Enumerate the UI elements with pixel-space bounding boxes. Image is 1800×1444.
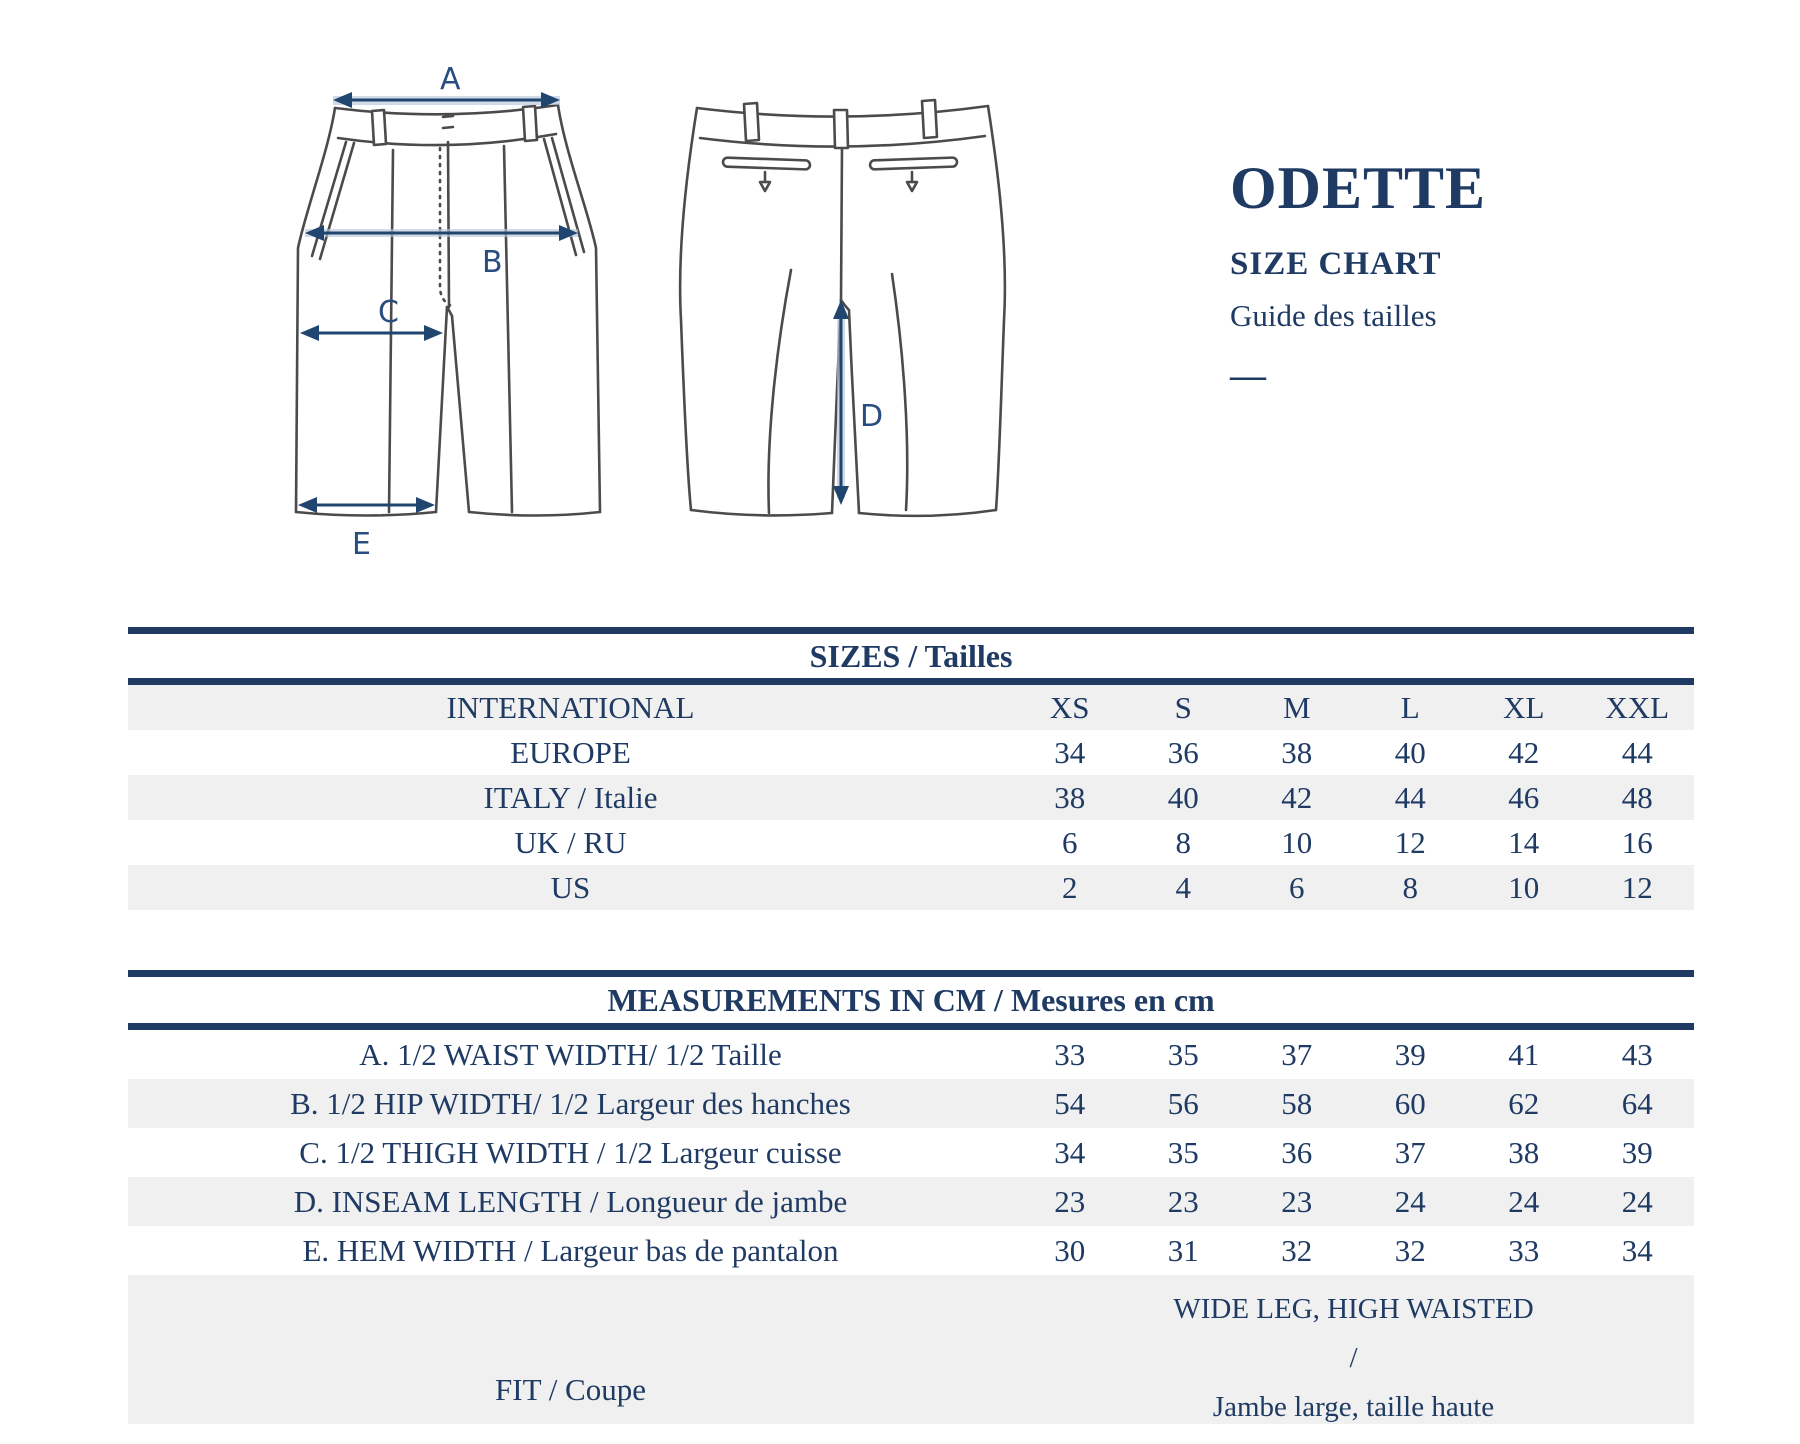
cell-value: 38 [1508,1134,1540,1170]
cell-value: 54 [1054,1085,1086,1121]
cell-value: 37 [1281,1036,1313,1072]
cell-value: 12 [1621,869,1653,905]
cell-value: 34 [1621,1232,1653,1268]
rule-top [128,627,1694,634]
cell-value: 16 [1621,824,1653,860]
cell-value: XS [1049,689,1090,725]
fit-label: FIT / Coupe [495,1372,646,1407]
cell-value: 32 [1394,1232,1426,1268]
measure-label-a: A [440,62,461,97]
row-label: C. 1/2 THIGH WIDTH / 1/2 Largeur cuisse [299,1134,842,1170]
cell-value: 2 [1062,869,1078,905]
row-label: EUROPE [510,734,631,770]
table-row [128,775,1694,820]
measure-label-b: B [482,245,503,280]
cell-value: 24 [1508,1183,1540,1219]
cell-value: 42 [1281,779,1313,815]
cell-value: 34 [1054,1134,1086,1170]
fit-row [128,1275,1694,1424]
cell-value: 10 [1281,824,1313,860]
cell-value: 35 [1167,1036,1199,1072]
row-label: B. 1/2 HIP WIDTH/ 1/2 Largeur des hanches [290,1085,851,1121]
shorts-back-diagram [660,70,1010,530]
cell-value: 6 [1062,824,1078,860]
cell-value: 48 [1621,779,1653,815]
table-row [128,820,1694,865]
sizes-table [128,627,1694,910]
cell-value: 32 [1281,1232,1313,1268]
cell-value: 24 [1394,1183,1426,1219]
cell-value: 40 [1167,779,1199,815]
table-row [128,685,1694,730]
cell-value: 36 [1281,1134,1313,1170]
cell-value: S [1174,689,1192,725]
measure-label-d: D [860,399,884,434]
table-row [128,730,1694,775]
measure-arrow-b [305,225,578,280]
fit-value [1013,1275,1694,1424]
cell-value: 40 [1394,734,1426,770]
cell-value: 38 [1054,779,1086,815]
size-chart-heading-fr: Guide des tailles [1230,298,1437,333]
cell-value: 42 [1508,734,1540,770]
measure-label-c: C [378,295,399,330]
fit-value-separator: / [1349,1342,1358,1374]
table-row [128,1226,1694,1275]
sizes-table-header: SIZES / Tailles [809,638,1013,674]
product-name: ODETTE [1230,155,1487,221]
cell-value: 38 [1281,734,1313,770]
cell-value: 39 [1394,1036,1426,1072]
table-row [128,1128,1694,1177]
table-row [128,865,1694,910]
cell-value: 31 [1167,1232,1199,1268]
rule-under-header [128,678,1694,685]
cell-value: 14 [1508,824,1540,860]
cell-value: 24 [1621,1183,1653,1219]
cell-value: 44 [1621,734,1653,770]
cell-value: 43 [1621,1036,1653,1072]
measure-arrow-e [298,497,435,560]
cell-value: 33 [1508,1232,1540,1268]
rule-under-header [128,1023,1694,1030]
cell-value: 56 [1167,1085,1199,1121]
shorts-front-outline [296,105,600,516]
cell-value: 33 [1054,1036,1086,1072]
cell-value: 46 [1508,779,1540,815]
measure-arrow-c [300,295,443,341]
rule-top [128,970,1694,977]
row-label: E. HEM WIDTH / Largeur bas de pantalon [302,1232,839,1268]
measure-label-e: E [352,527,371,560]
cell-value: 35 [1167,1134,1199,1170]
cell-value: 36 [1167,734,1199,770]
cell-value: 10 [1508,869,1540,905]
cell-value: 62 [1508,1085,1540,1121]
row-label: UK / RU [514,824,627,860]
fit-value-fr: Jambe large, taille haute [1212,1391,1495,1423]
title-block [1230,155,1710,395]
cell-value: 23 [1167,1183,1199,1219]
size-chart-heading: SIZE CHART [1230,246,1442,282]
cell-value: 64 [1621,1085,1653,1121]
fit-value-en: WIDE LEG, HIGH WAISTED [1173,1293,1534,1325]
table-row [128,1079,1694,1128]
cell-value: 23 [1281,1183,1313,1219]
row-label: INTERNATIONAL [446,689,695,725]
cell-value: L [1400,689,1420,725]
cell-value: XL [1503,689,1545,725]
cell-value: 23 [1054,1183,1086,1219]
measurements-table [128,970,1694,1424]
shorts-front-diagram [280,60,620,560]
table-row [128,1177,1694,1226]
table-row [128,1030,1694,1079]
cell-value: 8 [1402,869,1418,905]
cell-value: M [1282,689,1311,725]
cell-value: 12 [1394,824,1426,860]
cell-value: 60 [1394,1085,1426,1121]
measurements-table-header: MEASUREMENTS IN CM / Mesures en cm [607,982,1215,1018]
cell-value: 30 [1054,1232,1086,1268]
cell-value: XXL [1605,689,1670,725]
cell-value: 41 [1508,1036,1540,1072]
cell-value: 6 [1289,869,1305,905]
cell-value: 4 [1175,869,1191,905]
cell-value: 44 [1394,779,1426,815]
cell-value: 8 [1175,824,1191,860]
cell-value: 58 [1281,1085,1313,1121]
measure-arrow-a [333,62,560,108]
cell-value: 39 [1621,1134,1653,1170]
row-label: D. INSEAM LENGTH / Longueur de jambe [293,1183,848,1219]
cell-value: 34 [1054,734,1086,770]
row-label: ITALY / Italie [483,779,658,815]
row-label: A. 1/2 WAIST WIDTH/ 1/2 Taille [359,1036,782,1072]
row-label: US [550,869,591,905]
divider-dash: — [1230,355,1266,395]
cell-value: 37 [1394,1134,1426,1170]
